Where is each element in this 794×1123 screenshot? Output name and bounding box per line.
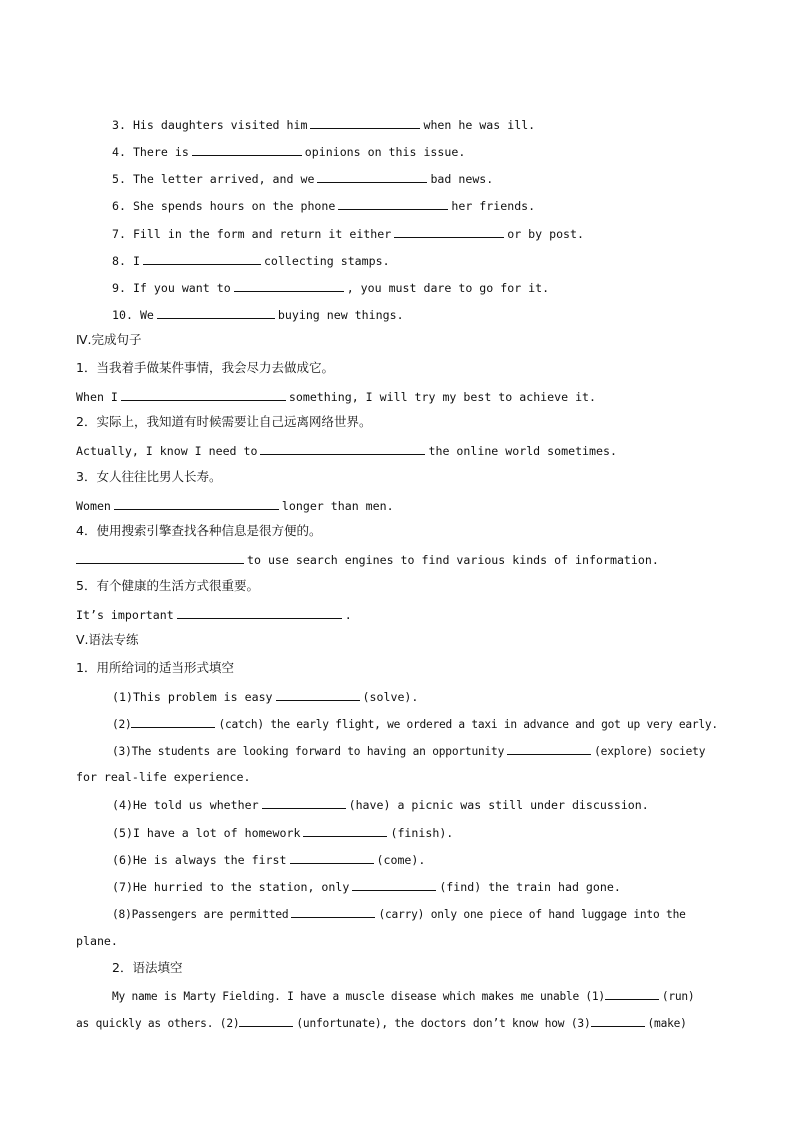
answer-blank[interactable] [192, 144, 302, 156]
answer-blank[interactable] [260, 443, 425, 455]
translation-prompt-3: 3．女人往往比男人长寿。 [76, 469, 222, 484]
passage-line-1: My name is Marty Fielding. I have a muscle disease which makes me unable (1) (run) [112, 990, 695, 1003]
passage-line-2: as quickly as others. (2) (unfortunate), the doctors don’t know how (3) (make) [76, 1017, 687, 1030]
answer-blank[interactable] [276, 689, 360, 701]
exercise-item-6: 6. She spends hours on the phone her friends. [112, 199, 536, 213]
grammar-subtitle-1: 1．用所给词的适当形式填空 [76, 660, 234, 675]
translation-answer-5: It’s important . [76, 608, 352, 622]
section-heading-v: Ⅴ.语法专练 [76, 632, 139, 647]
grammar-item-3: (3)The students are looking forward to having an opportunity (explore) society [112, 745, 706, 758]
answer-blank[interactable] [290, 852, 374, 864]
grammar-item-5: (5)I have a lot of homework (finish). [112, 826, 454, 840]
exercise-item-10: 10. We buying new things. [112, 308, 404, 322]
answer-blank[interactable] [507, 743, 591, 755]
exercise-item-4: 4. There is opinions on this issue. [112, 145, 466, 159]
answer-blank[interactable] [239, 1015, 293, 1027]
answer-blank[interactable] [262, 797, 346, 809]
translation-prompt-5: 5．有个健康的生活方式很重要。 [76, 578, 259, 593]
grammar-item-4: (4)He told us whether (have) a picnic was still under discussion. [112, 798, 649, 812]
translation-prompt-1: 1．当我着手做某件事情，我会尽力去做成它。 [76, 360, 334, 375]
exercise-item-5: 5. The letter arrived, and we bad news. [112, 172, 494, 186]
translation-answer-1: When I something, I will try my best to achieve it. [76, 390, 597, 404]
exercise-item-7: 7. Fill in the form and return it either or by post. [112, 227, 584, 241]
grammar-item-6: (6)He is always the first (come). [112, 853, 426, 867]
translation-prompt-4: 4．使用搜索引擎查找各种信息是很方便的。 [76, 523, 322, 538]
grammar-item-8: (8)Passengers are permitted (carry) only one piece of hand luggage into the [112, 908, 686, 921]
answer-blank[interactable] [605, 988, 659, 1000]
translation-answer-4: to use search engines to find various kinds of information. [76, 552, 718, 567]
answer-blank[interactable] [591, 1015, 645, 1027]
answer-blank[interactable] [310, 117, 420, 129]
answer-blank[interactable] [291, 906, 375, 918]
grammar-item-8-continued: plane. [76, 934, 118, 948]
answer-blank[interactable] [121, 389, 286, 401]
exercise-item-9: 9. If you want to , you must dare to go for it. [112, 281, 550, 295]
grammar-item-7: (7)He hurried to the station, only (find) the train had gone. [112, 880, 621, 894]
grammar-item-3-continued: for real-life experience. [76, 770, 251, 784]
exercise-item-8: 8. I collecting stamps. [112, 254, 390, 268]
exercise-item-3: 3. His daughters visited him when he was ill. [112, 118, 536, 132]
answer-blank[interactable] [131, 716, 215, 728]
answer-blank[interactable] [157, 307, 275, 319]
answer-blank[interactable] [394, 226, 504, 238]
answer-blank[interactable] [234, 280, 344, 292]
grammar-item-2: (2) (catch) the early flight, we ordered a taxi in advance and got up very early. [112, 718, 718, 731]
translation-answer-2: Actually, I know I need to the online world sometimes. [76, 444, 617, 458]
answer-blank[interactable] [352, 879, 436, 891]
translation-prompt-2: 2．实际上，我知道有时候需要让自己远离网络世界。 [76, 414, 372, 429]
answer-blank[interactable] [338, 198, 448, 210]
answer-blank[interactable] [317, 171, 427, 183]
answer-blank[interactable] [114, 498, 279, 510]
answer-blank[interactable] [303, 825, 387, 837]
section-heading-iv: Ⅳ.完成句子 [76, 332, 142, 347]
translation-answer-3: Women longer than men. [76, 499, 394, 513]
grammar-item-1: (1)This problem is easy (solve). [112, 690, 419, 704]
answer-blank[interactable] [177, 607, 342, 619]
grammar-subtitle-2: 2．语法填空 [112, 960, 183, 975]
answer-blank[interactable] [143, 253, 261, 265]
answer-blank[interactable] [76, 552, 244, 564]
